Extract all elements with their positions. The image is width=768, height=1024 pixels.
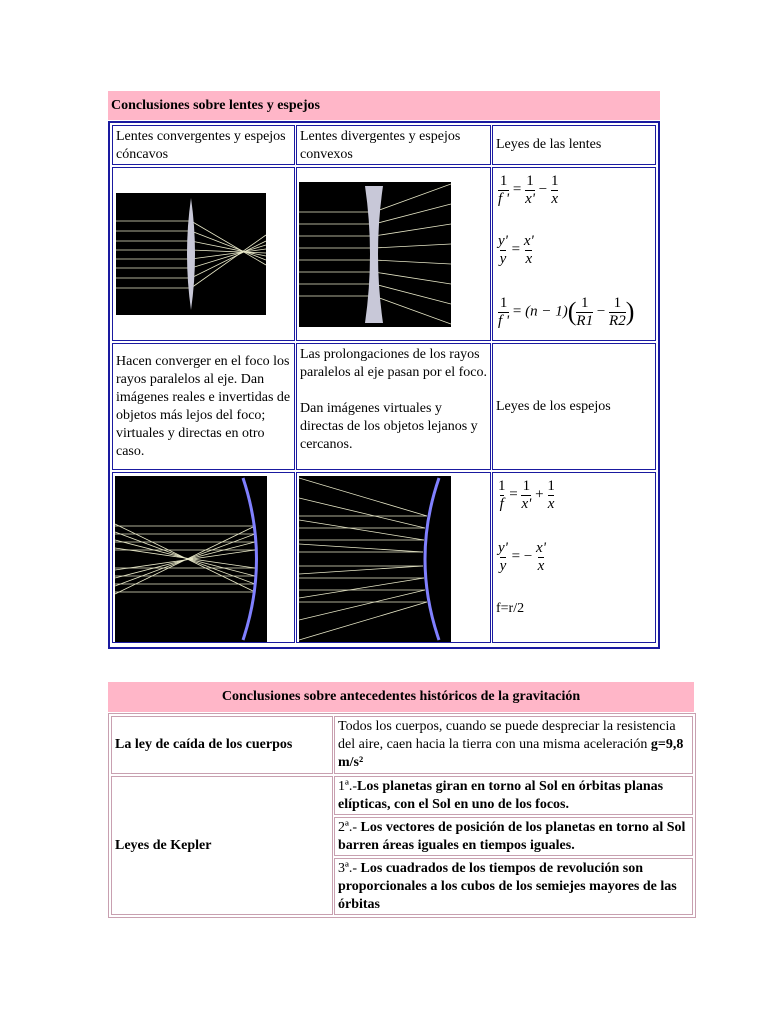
law-of-falling-bodies-text [334, 716, 693, 774]
header-lens-laws: Leyes de las lentes [492, 125, 656, 165]
table1-title: Conclusiones sobre lentes y espejos [108, 91, 660, 120]
kepler-law-2-num: 2ª.- [338, 820, 361, 835]
mirror-laws-label: Leyes de los espejos [492, 343, 656, 470]
divergent-description-1: Las prolongaciones de los rayos paralelos al eje pasan por el foco. [300, 347, 487, 380]
gravity-value: g=9,8 m/s² [338, 737, 684, 770]
kepler-law-1 [334, 776, 693, 815]
concave-mirror-cell [112, 472, 295, 643]
header-divergent: Lentes divergentes y espejos convexos [296, 125, 491, 165]
lens-formula-2: $\frac{y'}{y} = \frac{x'}{x}$ [498, 233, 534, 267]
kepler-law-1-num: 1ª.- [338, 779, 358, 794]
divergent-description [296, 343, 491, 470]
header-convergent: Lentes convergentes y espejos cóncavos [112, 125, 295, 165]
kepler-law-3-num: 3ª.- [338, 861, 361, 876]
kepler-law-3 [334, 858, 693, 915]
divergent-lens-diagram [299, 182, 451, 327]
falling-bodies-description: Todos los cuerpos, cuando se puede despreciar la resistencia del aire, caen hacia la tierra con una misma aceleración [338, 719, 676, 752]
convex-mirror-cell [296, 472, 491, 643]
mirror-laws-formulas [492, 472, 656, 643]
kepler-laws-label: Leyes de Kepler [111, 776, 333, 915]
concave-mirror-diagram [115, 476, 267, 642]
lens-formula-1: $\frac{1}{f '} = \frac{1}{x'} - \frac{1}{x}$ [498, 173, 559, 207]
lens-formula-3: $\frac{1}{f '} = (n - 1)(\frac{1}{R1} - \frac{1}{R2})$ [498, 295, 635, 329]
convergent-lens-diagram [116, 193, 266, 315]
kepler-law-3-text: Los cuadrados de los tiempos de revolución son proporcionales a los cubos de los semiejes mayores de las órbitas [338, 861, 677, 912]
mirror-focal-relation: f=r/2 [496, 601, 525, 616]
mirror-formula-2: $\frac{y'}{y}$ = − $\frac{x'}{x}$ [498, 540, 546, 574]
law-of-falling-bodies-label: La ley de caída de los cuerpos [111, 716, 333, 774]
kepler-law-2-text: Los vectores de posición de los planetas en torno al Sol barren áreas iguales en tiempos iguales. [338, 820, 686, 853]
table2-title: Conclusiones sobre antecedentes históricos de la gravitación [108, 682, 694, 712]
convergent-lens-cell [112, 167, 295, 341]
kepler-law-1-text: Los planetas giran en torno al Sol en órbitas planas elípticas, con el Sol en uno de los focos. [338, 779, 664, 812]
divergent-lens-cell [296, 167, 491, 341]
divergent-description-2: Dan imágenes virtuales y directas de los objetos lejanos y cercanos. [300, 401, 478, 452]
convergent-description: Hacen converger en el foco los rayos paralelos al eje. Dan imágenes reales e invertidas de objetos más lejos del foco; virtuales y directas en otro caso. [112, 343, 295, 470]
kepler-law-2 [334, 817, 693, 856]
lens-laws-formulas [492, 167, 656, 341]
mirror-formula-1: $\frac{1}{f} = \frac{1}{x'} + \frac{1}{x}$ [498, 478, 555, 512]
convex-mirror-diagram [299, 476, 451, 642]
